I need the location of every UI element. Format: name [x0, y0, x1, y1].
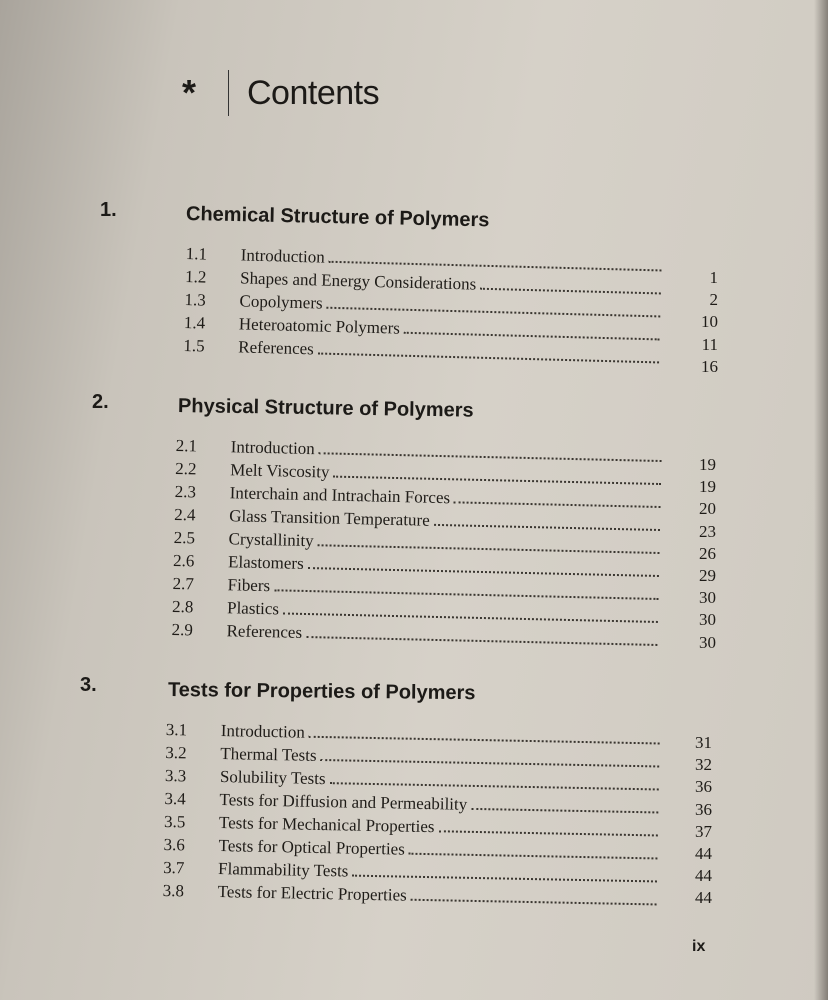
section-title: Glass Transition Temperature: [228, 506, 430, 530]
dot-leader: [308, 566, 659, 577]
dot-leader: [326, 306, 660, 318]
dot-leader: [434, 523, 660, 531]
dot-leader: [480, 287, 661, 295]
section-title: Thermal Tests: [220, 744, 317, 765]
dot-leader: [283, 611, 658, 623]
section-title: Tests for Diffusion and Permeability: [219, 790, 468, 814]
dot-leader: [318, 351, 659, 363]
section-number: 3.5: [163, 811, 186, 832]
dot-leader: [438, 829, 658, 836]
page-title: Contents: [247, 73, 380, 112]
dot-leader: [333, 475, 661, 485]
dot-leader: [409, 852, 658, 860]
section-number: 2.3: [174, 481, 197, 502]
section-number: 1.3: [184, 289, 207, 310]
section-number: 1.5: [183, 335, 205, 356]
page-number: 11: [701, 334, 718, 354]
page-number: 44: [695, 866, 712, 886]
section-title: Introduction: [220, 721, 306, 742]
chapter-number: 3.: [80, 674, 97, 696]
dot-leader: [306, 635, 657, 646]
dot-leader: [404, 331, 660, 341]
section-title: Tests for Optical Properties: [218, 836, 405, 859]
dot-leader: [274, 588, 658, 600]
page-number: 36: [695, 777, 712, 797]
page-number: 16: [701, 356, 718, 376]
page-number: 19: [699, 477, 716, 497]
page-number: 32: [695, 755, 712, 775]
section-title: Introduction: [240, 245, 325, 267]
page-number-column: [674, 733, 712, 911]
section-number: 3.2: [165, 742, 187, 763]
section-number: 2.2: [175, 458, 197, 479]
page-number: 26: [699, 543, 716, 563]
page-folio: ix: [692, 938, 706, 955]
page-number: 10: [701, 312, 718, 332]
page-number: 2: [709, 290, 718, 310]
section-title: Melt Viscosity: [230, 460, 330, 482]
dot-leader: [352, 874, 657, 883]
section-number: 3.8: [162, 880, 185, 901]
dot-leader: [329, 260, 662, 272]
section-number: 1.1: [185, 244, 208, 264]
section-title: Copolymers: [239, 291, 323, 313]
section-title: Solubility Tests: [219, 767, 326, 789]
page-number-column: [680, 268, 718, 379]
dot-leader: [320, 758, 659, 768]
section-title: Crystallinity: [228, 529, 314, 551]
section-title: Plastics: [226, 598, 280, 619]
chapter-number: 2.: [92, 391, 109, 413]
chapter-number: 1.: [100, 199, 117, 221]
section-title: Shapes and Energy Considerations: [239, 268, 477, 294]
section-title: Interchain and Intrachain Forces: [229, 483, 451, 508]
page-number: 29: [699, 565, 716, 585]
section-number: 2.7: [172, 573, 195, 594]
section-title: Introduction: [230, 437, 316, 459]
page-number: 30: [699, 632, 716, 652]
section-number: 2.4: [174, 504, 196, 525]
section-number: 1.2: [184, 266, 207, 287]
asterisk-icon: *: [182, 72, 197, 113]
section-title: Elastomers: [227, 552, 304, 573]
section-number: 3.7: [162, 857, 185, 878]
section-number: 2.8: [171, 596, 194, 617]
section-number: 3.1: [165, 720, 188, 740]
dot-leader: [319, 451, 662, 462]
contents-header: [182, 68, 379, 118]
chapter-entries: [183, 244, 668, 372]
chapter-entries: [162, 720, 665, 914]
dot-leader: [330, 781, 659, 790]
section-number: 2.1: [175, 436, 198, 456]
section-title: Heteroatomic Polymers: [238, 314, 401, 338]
page-number: 20: [699, 499, 716, 519]
section-number: 2.9: [171, 619, 194, 640]
section-title: References: [226, 621, 303, 642]
page-number: 44: [695, 888, 712, 908]
chapter-title: Tests for Properties of Polymers: [167, 679, 476, 705]
section-title: Fibers: [227, 575, 271, 596]
page-number-column: [678, 455, 716, 655]
dot-leader: [318, 543, 660, 554]
section-number: 2.5: [173, 527, 196, 548]
section-title: References: [238, 337, 315, 359]
page-number: 30: [699, 610, 716, 630]
page-number: 44: [695, 843, 712, 863]
header-divider: [228, 70, 229, 116]
section-number: 3.6: [163, 834, 186, 855]
section-number: 1.4: [183, 312, 206, 333]
page-number: 36: [695, 799, 712, 819]
page-number: 19: [699, 455, 716, 474]
dot-leader: [309, 735, 660, 745]
dot-leader: [411, 898, 657, 906]
page-number: 31: [695, 733, 712, 752]
page-number: 1: [709, 268, 718, 287]
page-number: 23: [699, 521, 716, 541]
section-number: 3.3: [164, 765, 187, 786]
dot-leader: [454, 500, 661, 508]
section-title: Flammability Tests: [217, 859, 349, 881]
section-title: Tests for Mechanical Properties: [218, 813, 435, 837]
section-number: 3.4: [164, 788, 186, 809]
dot-leader: [471, 807, 658, 814]
chapter-title: Chemical Structure of Polymers: [185, 203, 490, 232]
chapter-entries: [171, 436, 668, 654]
page-number: 30: [699, 588, 716, 608]
page-number: 37: [695, 821, 712, 841]
section-title: Tests for Electric Properties: [217, 882, 407, 905]
chapter-title: Physical Structure of Polymers: [177, 395, 474, 422]
section-number: 2.6: [172, 550, 195, 571]
